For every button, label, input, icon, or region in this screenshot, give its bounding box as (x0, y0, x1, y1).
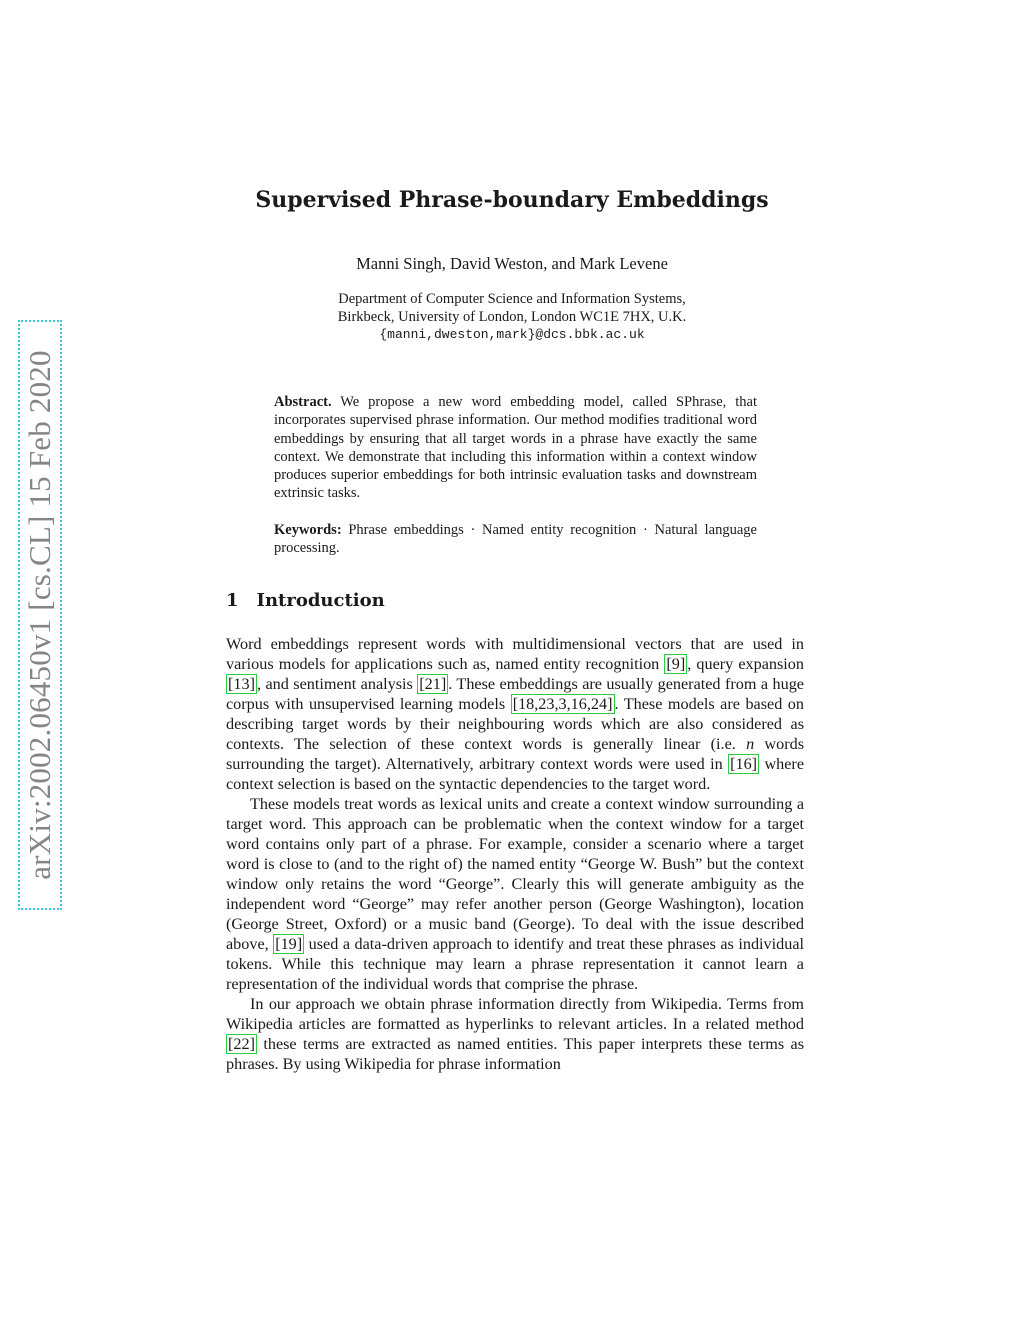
affiliation (0, 290, 1024, 344)
abstract (274, 393, 757, 503)
paragraph-text: used a data-driven approach to identify and treat these phrases as individual tokens. While this technique may learn a phrase representation it cannot learn a representation of the individual words that comprise the phrase. (226, 935, 804, 993)
authors: Manni Singh, David Weston, and Mark Levene (356, 254, 668, 273)
section-title: Introduction (256, 590, 385, 611)
paper-title: Supervised Phrase-boundary Embeddings (255, 187, 769, 213)
paragraph-3 (226, 994, 804, 1074)
paragraph-text: . These models are based on describing target words by their neighbouring words which are also considered as contexts. The selection of these context words is generally linear (i.e. (226, 695, 804, 753)
paragraph-text: words surrounding the target). Alternatively, arbitrary context words were used in (226, 735, 805, 773)
affiliation-line-1: Department of Computer Science and Information Systems, (338, 291, 686, 307)
paragraph-2 (226, 794, 804, 994)
keywords-text: Phrase embeddings · Named entity recognition · Natural language processing. (274, 522, 757, 557)
paragraph-text: , and sentiment analysis (256, 675, 418, 693)
citation-link[interactable]: [22] (228, 1035, 255, 1053)
paragraph-text: where context selection is based on the syntactic dependencies to the target word. (226, 755, 804, 793)
citation-link[interactable]: [16] (730, 755, 758, 773)
keywords-label: Keywords: (274, 522, 342, 538)
paragraph-text: Word embeddings represent words with multidimensional vectors that are used in various models for applications such as, named entity recognition (226, 635, 804, 673)
author-emails: {manni,dweston,mark}@dcs.bbk.ac.uk (379, 327, 645, 342)
section-number: 1 (226, 590, 239, 611)
affiliation-line-2: Birkbeck, University of London, London WC1E 7HX, U.K. (337, 309, 687, 325)
keywords (274, 521, 757, 558)
paragraph-text: . These embeddings are usually generated from a huge corpus with unsupervised learning models (226, 675, 804, 713)
abstract-text: We propose a new word embedding model, called SPhrase, that incorporates supervised phrase information. Our method modifies traditional word embeddings by ensuring that all target words in a phrase have exactly the same context. We demonstrate that including this information within a context window produces superior embeddings for both intrinsic evaluation tasks and downstream extrinsic tasks. (274, 394, 757, 502)
paragraph-text: In our approach we obtain phrase information directly from Wikipedia. Terms from Wikipedia articles are formatted as hyperlinks to relevant articles. In a related method (226, 995, 804, 1033)
arxiv-stamp (18, 320, 62, 910)
paragraph-text: These models treat words as lexical units and create a context window surrounding a target word. This approach can be problematic when the context window for a target word contains only part of a phrase. For example, consider a scenario where a target word is close to (and to the right of) the named entity “George W. Bush” but the context window only retains the word “George”. Clearly this will generate ambiguity as the independent word “George” may refer another person (George Washington), location (George Street, Oxford) or a music band (George). To deal with the issue described above, (226, 795, 804, 953)
paragraph-text: , query expansion (687, 655, 804, 673)
math-variable: n (746, 735, 755, 753)
citation-link[interactable]: [13] (228, 675, 255, 693)
paragraph-1 (226, 634, 804, 794)
citation-link[interactable]: [9] (666, 655, 686, 673)
section-heading (226, 590, 385, 611)
citation-link[interactable]: [21] (419, 675, 447, 693)
citation-link[interactable]: [18,23,3,16,24] (512, 695, 613, 713)
intro-body (226, 634, 804, 1074)
arxiv-stamp-text: arXiv:2002.06450v1 [cs.CL] 15 Feb 2020 (22, 350, 57, 880)
paragraph-text: these terms are extracted as named entities. This paper interprets these terms as phrases. By using Wikipedia for phrase information (226, 1035, 804, 1073)
citation-link[interactable]: [19] (275, 935, 303, 953)
abstract-label: Abstract. (274, 394, 332, 410)
